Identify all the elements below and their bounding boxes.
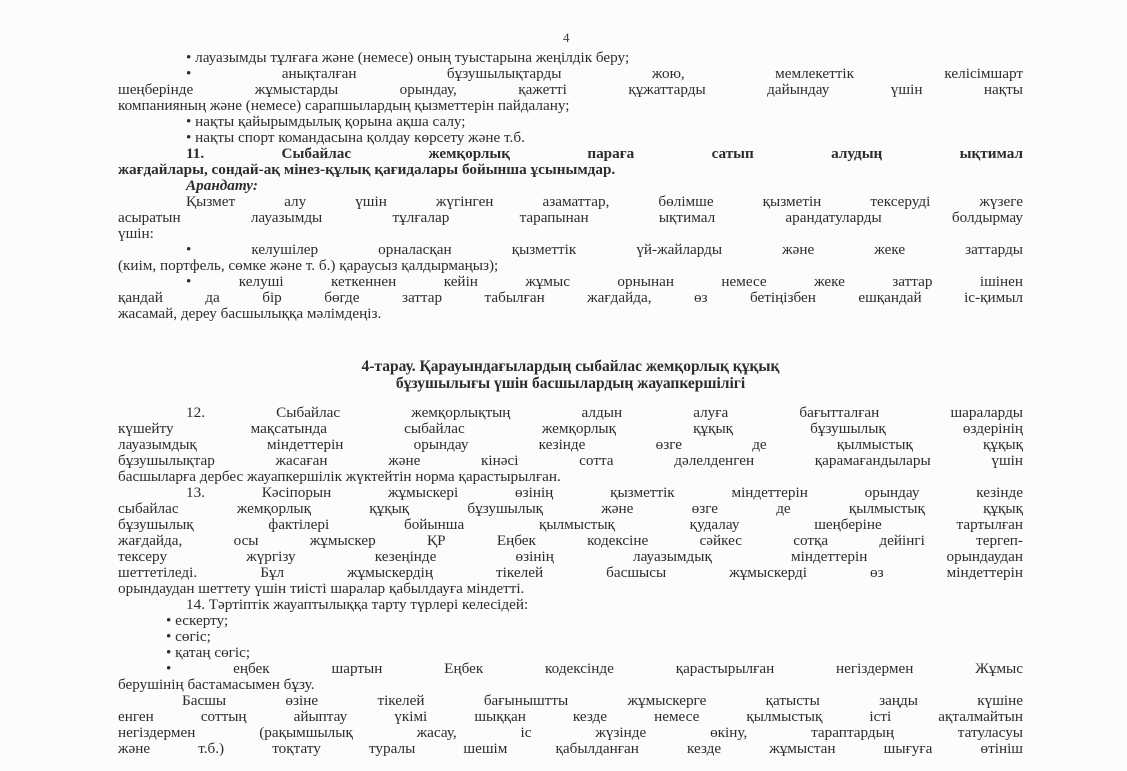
text-line: компанияның және (немесе) сарапшылардың қызметтерін пайдалану; [118,97,570,114]
text-line: 14. Тәртіптік жауаптылыққа тарту түрлері келесідей: [186,596,529,613]
text-line: күшейту мақсатында сыбайлас жемқорлық құқық бұзушылық өздерінің [118,420,1023,437]
text-line: • анықталған бұзушылықтарды жою, мемлекеттік келісімшарт [186,65,1023,82]
section-title-line: бұзушылығы үшін басшылардың жауапкершілігі [395,375,746,392]
section-title [118,358,1023,392]
text-line: басшыларға дербес жауапкершілік жүктейтін норма қарастырылған. [118,468,561,485]
text-line: орындаудан шеттету үшін тиісті шаралар қабылдауға міндетті. [118,580,525,597]
text-line: жасамай, дереу басшылыққа мәлімдеңіз. [118,305,382,322]
text-line: енген соттың айыптау үкімі шыққан кезде немесе қылмыстық істі ақталмайтын [118,708,1023,725]
text-line: • нақты спорт командасына қолдау көрсету және т.б. [186,129,525,146]
page-number: 4 [563,30,570,45]
text-line: • келуші кеткеннен кейін жұмыс орнынан немесе жеке заттар ішінен [186,273,1023,290]
text-line: асыратын лауазымды тұлғалар тарапынан ықтимал арандатуларды болдырмау [118,209,1023,226]
section-title-line: 4-тарау. Қарауындағылардың сыбайлас жемқорлық құқық [361,358,780,375]
text-line: Басшы өзіне тікелей бағыныштты жұмыскерге қатысты заңды күшіне [182,692,1023,709]
text-line: • нақты қайырымдылық қорына ақша салу; [186,113,466,130]
top-text-block [118,50,1023,322]
text-line: • лауазымды тұлғаға және (немесе) оның туыстарына жеңілдік беру; [186,49,630,66]
text-line: берушінің бастамасымен бұзу. [118,676,315,693]
text-line: қандай да бір бөгде заттар табылған жағдайда, өз бетіңізбен ешқандай іс-қимыл [118,289,1023,306]
text-line: сыбайлас жемқорлық құқық бұзушылық және өзге де қылмыстық құқық [118,500,1023,517]
text-line: бұзушылықтар жасаған және кінәсі сотта дәлелденген қарамағандылары үшін [118,452,1023,469]
list-item: • ескерту; [166,612,229,629]
text-line: шеңберінде жұмыстарды орындау, қажетті құжаттарды дайындау үшін нақты [118,81,1023,98]
text-line: 13. Кәсіпорын жұмыскері өзінің қызметтік міндеттерін орындау кезінде [186,484,1023,501]
text-line: үшін: [118,225,154,242]
text-line: бұзушылық фактілері бойынша қылмыстық қудалау шеңберіне тартылған [118,516,1023,533]
bottom-text-block [118,405,1023,757]
text-line: тексеру жүргізу кезеңінде өзінің лауазымдық міндеттерін орындаудан [118,548,1023,565]
text-line: Қызмет алу үшін жүгінген азаматтар, бөлімше қызметін тексеруді жүзеге [186,193,1023,210]
subheading: Арандату: [186,177,258,194]
clause-heading: 11. Сыбайлас жемқорлық параға сатып алудың ықтимал [186,145,1023,162]
list-item: • сөгіс; [166,628,211,645]
text-line: 12. Сыбайлас жемқорлықтың алдын алуға бағытталған шараларды [186,404,1023,421]
text-line: лауазымдық міндеттерін орындау кезінде өзге де қылмыстық құқық [118,436,1023,453]
list-item: • еңбек шартын Еңбек кодексінде қарастырылған негіздермен Жұмыс [166,660,1023,677]
clause-heading: жағдайлары, сондай-ақ мінез-құлық қағидалары бойынша ұсынымдар. [118,161,616,178]
text-line: жағдайда, осы жұмыскер ҚР Еңбек кодексіне сәйкес сотқа дейінгі тергеп- [118,532,1023,549]
text-line: және т.б.) тоқтату туралы шешім қабылданған кезде жұмыстан шығуға өтініш [118,740,1023,757]
text-line: шеттетіледі. Бұл жұмыскердің тікелей басшысы жұмыскерді өз міндеттерін [118,564,1023,581]
text-line: (киім, портфель, сөмке және т. б.) қараусыз қалдырмаңыз); [118,257,499,274]
text-line: • келушілер орналасқан қызметтік үй-жайларды және жеке заттарды [186,241,1023,258]
list-item: • қатаң сөгіс; [166,644,251,661]
text-line: негіздермен (рақымшылық жасау, іс жүзінде өкіну, тараптардың татуласуы [118,724,1023,741]
